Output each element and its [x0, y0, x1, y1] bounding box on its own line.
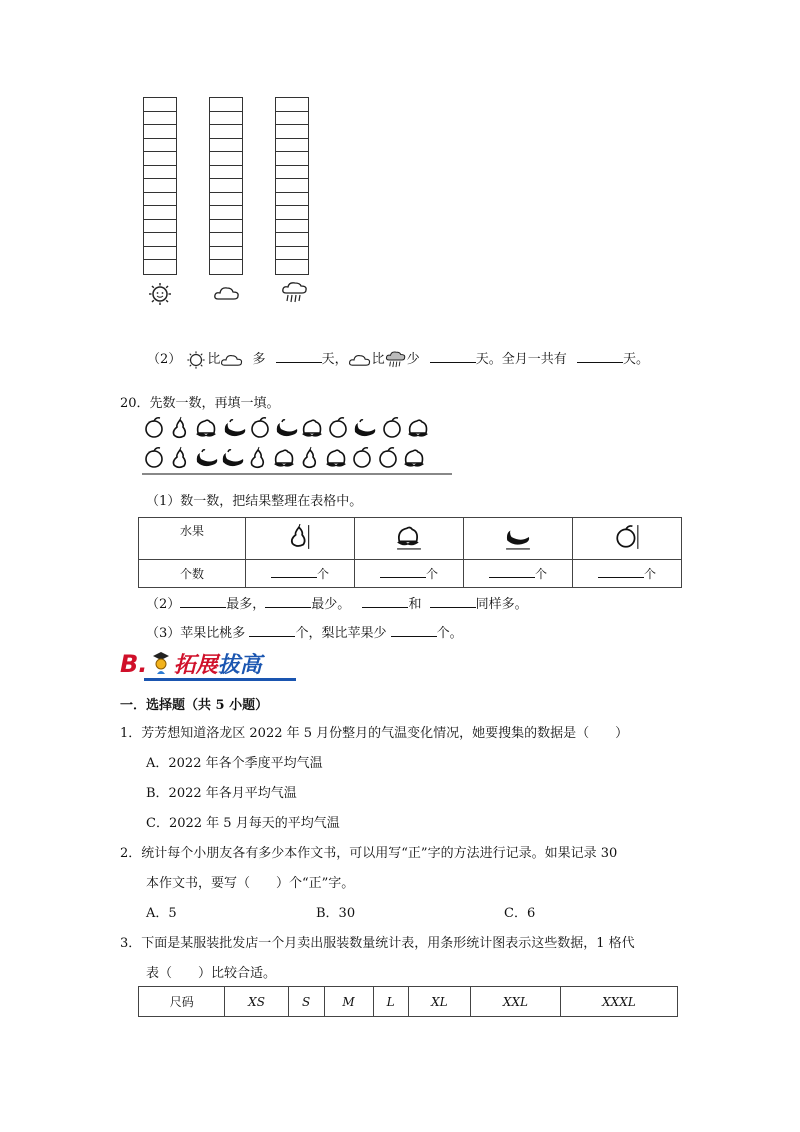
size-cell: XXL [471, 987, 561, 1017]
cloud-icon [348, 352, 372, 368]
size-cell: XXXL [560, 987, 677, 1017]
question-2-option-a[interactable]: A．5 [146, 906, 177, 921]
answer-blank[interactable] [180, 595, 226, 608]
q20-part1: （1）数一数，把结果整理在表格中。 [146, 494, 363, 509]
answer-blank[interactable] [249, 624, 295, 637]
question-2-stem-line2: 本作文书，要写（ ）个“正”字。 [146, 876, 355, 891]
part-one-heading: 一．选择题（共 5 小题） [120, 698, 269, 713]
question-2-option-c[interactable]: C．6 [504, 906, 536, 921]
count-cell[interactable]: 个 [246, 560, 355, 588]
banana-icon [503, 524, 533, 550]
peach-icon [394, 524, 424, 550]
cloud-icon [220, 352, 244, 368]
question-1-stem: 1．芳芳想知道洛龙区 2022 年 5 月份整月的气温变化情况，她要搜集的数据是（ ） [120, 726, 629, 741]
banana-cell [464, 518, 573, 560]
size-header: 尺码 [139, 987, 225, 1017]
q20-part3: （3）苹果比桃多 个，梨比苹果少 个。 [146, 626, 463, 641]
q19-text-bi: 比 [207, 352, 221, 367]
peach-cell [355, 518, 464, 560]
answer-blank[interactable] [430, 595, 476, 608]
q19-text-tian: 天， [321, 352, 348, 367]
q19-text-shao: 少 [406, 352, 420, 367]
section-letter: B. [120, 650, 148, 678]
section-underline [144, 678, 296, 681]
question-1-option-a[interactable]: A．2022 年各个季度平均气温 [146, 756, 323, 771]
count-cell[interactable]: 个 [464, 560, 573, 588]
answer-blank[interactable] [430, 350, 476, 363]
tally-column-rainy [275, 97, 309, 275]
size-cell: S [288, 987, 324, 1017]
row-label-fruit: 水果 [139, 518, 246, 560]
count-cell[interactable]: 个 [355, 560, 464, 588]
rain-cloud-icon [281, 281, 309, 305]
question-3-stem-line1: 3．下面是某服装批发店一个月卖出服装数量统计表，用条形统计图表示这些数据，1 格代 [120, 936, 635, 951]
answer-blank[interactable] [265, 595, 311, 608]
tally-column-cloudy [209, 97, 243, 275]
q19-part2-num: （2） [147, 352, 182, 367]
answer-blank[interactable] [362, 595, 408, 608]
question-1-option-b[interactable]: B．2022 年各月平均气温 [146, 786, 297, 801]
q20-title: 20．先数一数，再填一填。 [120, 396, 280, 411]
q19-text-duo: 多 [252, 352, 266, 367]
row-label-count: 个数 [139, 560, 246, 588]
count-cell[interactable]: 个 [573, 560, 682, 588]
question-3-stem-line2: 表（ ）比较合适。 [146, 966, 277, 981]
fruit-count-table [138, 517, 682, 588]
answer-blank[interactable] [577, 350, 623, 363]
apple-icon [613, 524, 641, 550]
size-table [138, 986, 678, 1017]
section-header [120, 648, 262, 682]
sun-icon [185, 350, 207, 370]
tally-column-sunny [143, 97, 177, 275]
size-cell: XS [225, 987, 288, 1017]
question-2-stem-line1: 2．统计每个小朋友各有多少本作文书，可以用写“正”字的方法进行记录。如果记录 30 [120, 846, 618, 861]
answer-blank[interactable] [276, 350, 322, 363]
q19-text-total: 天。全月一共有 [475, 352, 567, 367]
question-2-option-b[interactable]: B．30 [316, 906, 356, 921]
q19-text-bi2: 比 [371, 352, 385, 367]
q19-part2 [147, 348, 649, 370]
pear-icon [287, 524, 313, 550]
q19-text-end: 天。 [622, 352, 649, 367]
rain-cloud-icon [385, 350, 407, 370]
apple-cell [573, 518, 682, 560]
answer-blank[interactable] [391, 624, 437, 637]
pear-cell [246, 518, 355, 560]
size-cell: L [373, 987, 408, 1017]
q20-part2: （2） 最多， 最少。 和 同样多。 [146, 597, 528, 612]
section-title-1: 拓展 [173, 653, 218, 678]
size-cell: M [324, 987, 373, 1017]
question-1-option-c[interactable]: C．2022 年 5 月每天的平均气温 [146, 816, 340, 831]
cloud-icon [213, 284, 241, 302]
section-title-2: 拔高 [217, 653, 262, 678]
sun-icon [146, 282, 174, 306]
fruit-picture [142, 414, 452, 476]
graduate-icon [152, 650, 170, 674]
size-cell: XL [408, 987, 470, 1017]
